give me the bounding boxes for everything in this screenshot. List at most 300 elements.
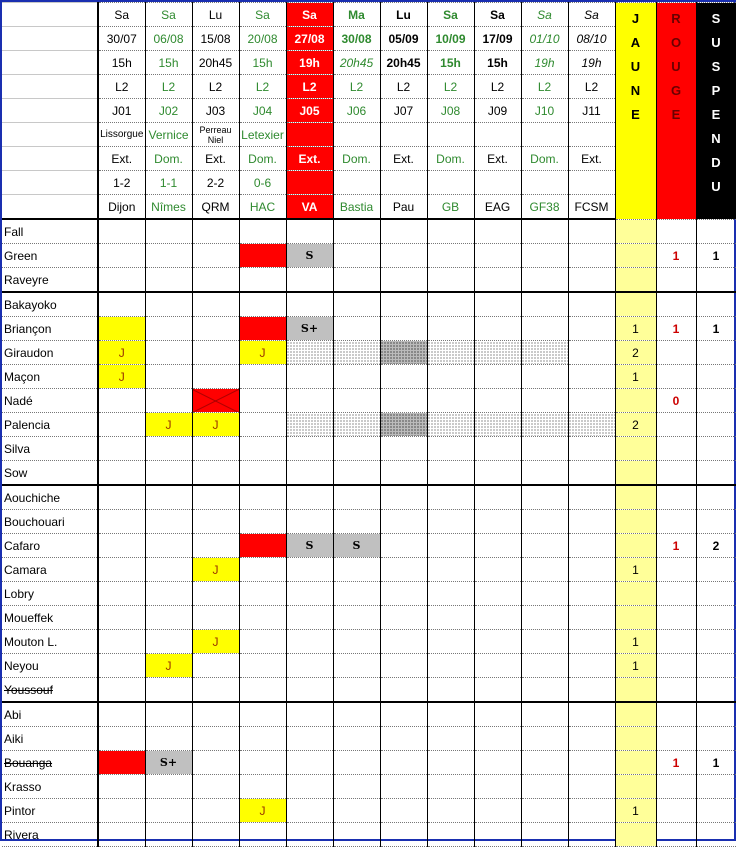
match-cell[interactable] [145,244,192,268]
match-cell[interactable] [145,727,192,751]
match-cell[interactable] [474,365,521,389]
match-cell[interactable] [286,630,333,654]
match-cell[interactable] [333,510,380,534]
match-cell[interactable] [192,775,239,799]
match-cell[interactable] [145,558,192,582]
match-cell[interactable] [192,534,239,558]
match-cell[interactable] [192,823,239,847]
match-cell[interactable] [98,606,145,630]
match-cell[interactable] [333,437,380,461]
match-cell[interactable] [427,678,474,703]
match-cell[interactable] [192,582,239,606]
match-cell[interactable] [145,823,192,847]
match-round[interactable]: J05 [286,99,333,123]
player-row[interactable] [2,317,736,341]
player-name[interactable]: Krasso [2,775,98,799]
match-venue[interactable]: Dom. [333,147,380,171]
match-cell[interactable]: J [239,799,286,823]
match-cell[interactable] [286,678,333,703]
match-cell[interactable] [145,341,192,365]
match-cell[interactable] [333,461,380,486]
match-cell[interactable] [568,678,615,703]
match-venue[interactable]: Ext. [98,147,145,171]
match-cell[interactable] [568,534,615,558]
match-referee[interactable]: Letexier [239,123,286,147]
match-cell[interactable] [333,678,380,703]
match-referee[interactable] [474,123,521,147]
match-cell[interactable] [521,413,568,437]
match-cell[interactable] [286,413,333,437]
player-row[interactable] [2,461,736,486]
match-cell[interactable] [286,437,333,461]
match-cell[interactable] [521,510,568,534]
match-cell[interactable] [380,485,427,510]
match-cell[interactable] [239,775,286,799]
match-venue[interactable]: Ext. [474,147,521,171]
match-cell[interactable] [380,606,427,630]
match-referee[interactable]: Perreau Niel [192,123,239,147]
player-name[interactable]: Silva [2,437,98,461]
player-name[interactable]: Aiki [2,727,98,751]
match-day[interactable]: Sa [98,3,145,27]
match-cell[interactable] [145,317,192,341]
match-cell[interactable] [286,702,333,727]
match-opponent[interactable]: HAC [239,195,286,220]
player-name[interactable]: Mouton L. [2,630,98,654]
match-cell[interactable] [474,678,521,703]
match-comp[interactable]: L2 [98,75,145,99]
match-cell[interactable] [239,485,286,510]
match-cell[interactable] [521,678,568,703]
match-cell[interactable] [380,244,427,268]
match-cell[interactable] [427,365,474,389]
match-cell[interactable] [192,219,239,244]
match-cell[interactable] [380,775,427,799]
match-cell[interactable] [568,244,615,268]
match-cell[interactable] [192,461,239,486]
match-cell[interactable] [333,485,380,510]
player-name[interactable]: Briançon [2,317,98,341]
match-score[interactable] [333,171,380,195]
player-name[interactable]: Rivera [2,823,98,847]
match-cell[interactable] [380,799,427,823]
match-date[interactable]: 30/08 [333,27,380,51]
match-cell[interactable] [239,630,286,654]
match-cell[interactable] [98,558,145,582]
match-cell[interactable] [521,244,568,268]
player-row[interactable] [2,678,736,703]
match-day[interactable]: Sa [427,3,474,27]
match-cell[interactable] [521,268,568,293]
player-name[interactable]: Sow [2,461,98,486]
player-row[interactable] [2,606,736,630]
match-cell[interactable] [286,461,333,486]
match-cell[interactable] [474,654,521,678]
match-date[interactable]: 27/08 [286,27,333,51]
match-opponent[interactable]: Dijon [98,195,145,220]
match-cell[interactable] [521,341,568,365]
match-cell[interactable] [286,365,333,389]
match-cell[interactable] [568,485,615,510]
match-cell[interactable]: J [192,413,239,437]
match-cell[interactable] [145,775,192,799]
match-time[interactable]: 19h [568,51,615,75]
match-cell[interactable] [192,317,239,341]
match-cell[interactable] [568,702,615,727]
match-day[interactable]: Sa [521,3,568,27]
player-row[interactable] [2,485,736,510]
match-cell[interactable] [98,292,145,317]
match-date[interactable]: 15/08 [192,27,239,51]
match-cell[interactable]: S [333,534,380,558]
match-score[interactable] [521,171,568,195]
match-cell[interactable] [568,437,615,461]
match-cell[interactable] [333,292,380,317]
match-cell[interactable] [145,606,192,630]
match-cell[interactable] [333,727,380,751]
match-cell[interactable] [427,727,474,751]
match-date[interactable]: 17/09 [474,27,521,51]
match-cell[interactable]: J [145,413,192,437]
match-cell[interactable] [380,292,427,317]
match-cell[interactable] [286,219,333,244]
match-cell[interactable] [474,702,521,727]
match-cell[interactable] [239,365,286,389]
match-cell[interactable] [474,485,521,510]
match-referee[interactable] [427,123,474,147]
match-opponent[interactable]: VA [286,195,333,220]
match-cell[interactable] [192,678,239,703]
match-cell[interactable] [333,630,380,654]
match-cell[interactable] [98,413,145,437]
player-name[interactable]: Abi [2,702,98,727]
match-day[interactable]: Sa [286,3,333,27]
player-row[interactable] [2,341,736,365]
match-date[interactable]: 06/08 [145,27,192,51]
match-cell[interactable] [239,437,286,461]
match-cell[interactable] [333,244,380,268]
match-cell[interactable] [521,389,568,413]
player-row[interactable] [2,823,736,847]
match-cell[interactable] [333,389,380,413]
match-round[interactable]: J11 [568,99,615,123]
match-cell[interactable]: J [98,341,145,365]
match-cell[interactable] [333,582,380,606]
match-cell[interactable] [145,702,192,727]
match-cell[interactable] [521,437,568,461]
match-cell[interactable] [192,727,239,751]
match-cell[interactable] [145,437,192,461]
match-cell[interactable] [474,727,521,751]
match-cell[interactable] [98,244,145,268]
match-cell[interactable] [239,678,286,703]
match-score[interactable]: 1-1 [145,171,192,195]
match-cell[interactable] [98,630,145,654]
match-cell[interactable] [521,219,568,244]
match-venue[interactable]: Dom. [521,147,568,171]
player-name[interactable]: Giraudon [2,341,98,365]
match-cell[interactable] [286,582,333,606]
match-cell[interactable] [427,751,474,775]
match-opponent[interactable]: GF38 [521,195,568,220]
match-cell[interactable] [521,823,568,847]
match-opponent[interactable]: FCSM [568,195,615,220]
match-comp[interactable]: L2 [333,75,380,99]
match-round[interactable]: J08 [427,99,474,123]
player-row[interactable] [2,219,736,244]
match-cell[interactable] [145,292,192,317]
match-cell[interactable] [286,292,333,317]
match-cell[interactable] [474,413,521,437]
match-cell[interactable] [98,654,145,678]
match-cell[interactable] [380,582,427,606]
match-cell[interactable]: S [286,244,333,268]
match-time[interactable]: 19h [521,51,568,75]
match-cell[interactable] [192,292,239,317]
match-cell[interactable] [286,606,333,630]
match-cell[interactable] [568,510,615,534]
match-cell[interactable] [427,654,474,678]
player-row[interactable] [2,244,736,268]
match-cell[interactable] [239,558,286,582]
match-cell[interactable] [521,799,568,823]
match-cell[interactable] [145,799,192,823]
player-name[interactable]: Nadé [2,389,98,413]
match-cell[interactable] [380,268,427,293]
match-cell[interactable] [568,582,615,606]
match-cell[interactable] [521,534,568,558]
match-cell[interactable] [380,341,427,365]
match-venue[interactable]: Dom. [427,147,474,171]
match-cell[interactable] [380,702,427,727]
player-name[interactable]: Green [2,244,98,268]
match-cell[interactable] [568,630,615,654]
match-cell[interactable] [474,219,521,244]
match-cell[interactable] [333,365,380,389]
match-cell[interactable] [286,268,333,293]
match-cell[interactable] [98,678,145,703]
match-round[interactable]: J06 [333,99,380,123]
match-cell[interactable] [474,799,521,823]
player-row[interactable] [2,413,736,437]
match-date[interactable]: 01/10 [521,27,568,51]
match-cell[interactable] [427,219,474,244]
match-cell[interactable] [239,510,286,534]
match-cell[interactable] [333,775,380,799]
match-cell[interactable] [474,558,521,582]
match-time[interactable]: 20h45 [192,51,239,75]
match-cell[interactable] [380,727,427,751]
player-row[interactable] [2,630,736,654]
match-cell[interactable] [568,558,615,582]
match-cell[interactable] [521,727,568,751]
match-cell[interactable] [333,219,380,244]
match-cell[interactable] [521,775,568,799]
match-cell[interactable] [380,317,427,341]
match-cell[interactable] [380,510,427,534]
match-cell[interactable] [568,775,615,799]
match-cell[interactable] [474,389,521,413]
match-cell[interactable] [474,775,521,799]
match-cell[interactable] [568,461,615,486]
match-cell[interactable] [333,413,380,437]
match-cell[interactable] [98,510,145,534]
match-cell[interactable] [98,534,145,558]
match-cell[interactable] [568,268,615,293]
match-venue[interactable]: Ext. [380,147,427,171]
match-time[interactable]: 19h [286,51,333,75]
match-cell[interactable] [192,799,239,823]
match-cell[interactable] [192,268,239,293]
match-day[interactable]: Lu [380,3,427,27]
match-cell[interactable] [521,365,568,389]
match-day[interactable]: Sa [474,3,521,27]
match-cell[interactable] [239,244,286,268]
match-score[interactable]: 2-2 [192,171,239,195]
match-cell[interactable] [239,606,286,630]
match-cell[interactable] [145,582,192,606]
match-cell[interactable] [98,702,145,727]
match-cell[interactable] [568,341,615,365]
player-row[interactable] [2,775,736,799]
match-cell[interactable] [286,823,333,847]
match-cell[interactable] [286,389,333,413]
match-cell[interactable] [333,799,380,823]
match-cell[interactable] [568,654,615,678]
match-cell[interactable] [568,823,615,847]
match-cell[interactable] [474,751,521,775]
match-cell[interactable] [427,775,474,799]
player-row[interactable] [2,268,736,293]
match-day[interactable]: Sa [239,3,286,27]
match-cell[interactable] [474,341,521,365]
match-venue[interactable]: Dom. [239,147,286,171]
match-venue[interactable]: Dom. [145,147,192,171]
match-cell[interactable] [568,317,615,341]
match-cell[interactable] [98,485,145,510]
player-name[interactable]: Moueffek [2,606,98,630]
match-cell[interactable] [239,534,286,558]
player-row[interactable] [2,389,736,413]
match-cell[interactable] [192,606,239,630]
match-cell[interactable] [239,654,286,678]
match-cell[interactable] [239,751,286,775]
match-cell[interactable] [474,437,521,461]
match-cell[interactable] [427,630,474,654]
match-cell[interactable] [98,268,145,293]
match-time[interactable]: 15h [427,51,474,75]
match-opponent[interactable]: EAG [474,195,521,220]
match-round[interactable]: J10 [521,99,568,123]
match-cell[interactable] [98,461,145,486]
match-cell[interactable] [427,341,474,365]
player-row[interactable] [2,702,736,727]
match-referee[interactable] [521,123,568,147]
player-name[interactable]: Raveyre [2,268,98,293]
match-date[interactable]: 30/07 [98,27,145,51]
match-cell[interactable] [521,317,568,341]
match-cell[interactable] [192,702,239,727]
match-cell[interactable] [427,268,474,293]
match-cell[interactable] [98,317,145,341]
match-cell[interactable] [474,606,521,630]
match-referee[interactable]: Vernice [145,123,192,147]
match-cell[interactable] [333,317,380,341]
match-cell[interactable] [192,437,239,461]
match-cell[interactable] [286,510,333,534]
player-name[interactable]: Pintor [2,799,98,823]
match-cell[interactable] [568,389,615,413]
match-cell[interactable]: S+ [286,317,333,341]
match-cell[interactable] [239,582,286,606]
match-cell[interactable] [427,413,474,437]
match-round[interactable]: J09 [474,99,521,123]
match-round[interactable]: J04 [239,99,286,123]
player-name[interactable]: Bouanga [2,751,98,775]
player-row[interactable] [2,558,736,582]
match-cell[interactable] [286,485,333,510]
match-cell[interactable] [145,389,192,413]
match-cell[interactable]: J [192,558,239,582]
match-cell[interactable] [145,534,192,558]
player-name[interactable]: Palencia [2,413,98,437]
match-cell[interactable] [145,461,192,486]
player-name[interactable]: Youssouf [2,678,98,703]
match-cell[interactable] [474,292,521,317]
match-score[interactable] [474,171,521,195]
match-cell[interactable] [286,799,333,823]
player-name[interactable]: Aouchiche [2,485,98,510]
match-time[interactable]: 15h [474,51,521,75]
match-cell[interactable] [521,485,568,510]
match-cell[interactable] [239,389,286,413]
match-day[interactable]: Ma [333,3,380,27]
match-cell[interactable] [192,244,239,268]
match-comp[interactable]: L2 [239,75,286,99]
match-cell[interactable] [568,365,615,389]
match-cell[interactable] [427,558,474,582]
player-row[interactable] [2,654,736,678]
match-cell[interactable] [521,558,568,582]
match-cell[interactable] [474,268,521,293]
match-comp[interactable]: L2 [474,75,521,99]
match-cell[interactable] [192,485,239,510]
match-cell[interactable] [98,582,145,606]
match-cell[interactable] [286,341,333,365]
match-venue[interactable]: Ext. [568,147,615,171]
match-cell[interactable] [474,582,521,606]
match-cell[interactable] [427,702,474,727]
player-name[interactable]: Camara [2,558,98,582]
player-name[interactable]: Fall [2,219,98,244]
match-cell[interactable] [239,219,286,244]
match-comp[interactable]: L2 [286,75,333,99]
match-cell[interactable] [568,219,615,244]
match-cell[interactable] [521,630,568,654]
match-referee[interactable] [568,123,615,147]
player-row[interactable] [2,582,736,606]
match-cell[interactable] [568,751,615,775]
match-cell[interactable] [568,292,615,317]
match-cell[interactable] [427,485,474,510]
match-cell[interactable]: S+ [145,751,192,775]
match-score[interactable] [380,171,427,195]
match-day[interactable]: Sa [568,3,615,27]
match-cell[interactable] [521,582,568,606]
match-cell[interactable] [380,654,427,678]
player-row[interactable] [2,799,736,823]
match-venue[interactable]: Ext. [192,147,239,171]
